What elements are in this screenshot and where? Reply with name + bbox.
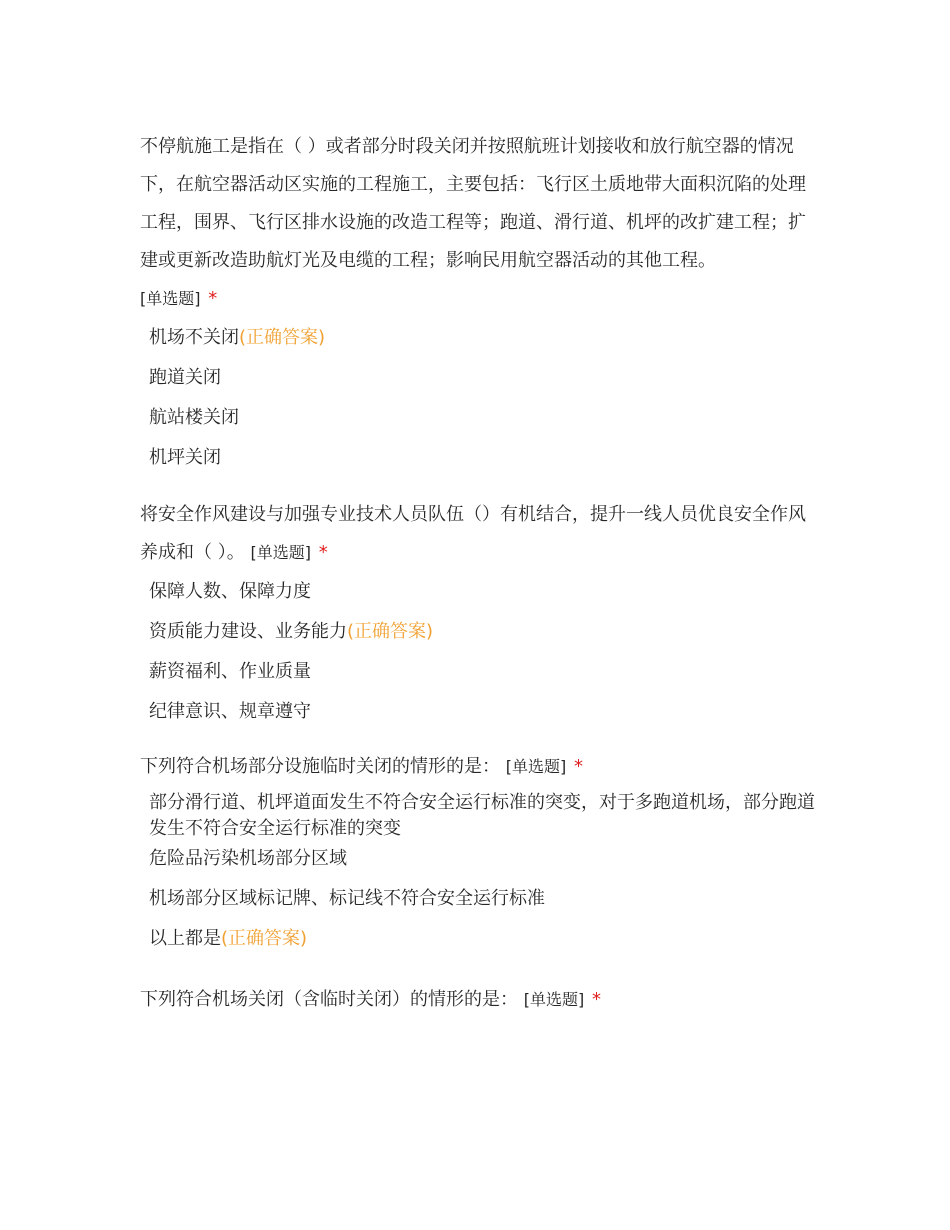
question-type-label: [单选题] <box>140 289 201 308</box>
option-item[interactable]: 保障人数、保障力度 <box>149 581 311 602</box>
option-item[interactable]: 资质能力建设、业务能力(正确答案) <box>149 621 434 642</box>
question-1-stem: 不停航施工是指在（ ）或者部分时段关闭并按照航班计划接收和放行航空器的情况下，在航空器活动区实施的工程施工，主要包括：飞行区土质地带大面积沉陷的处理工程，围界、飞行区排水设施的改造工程等；跑道、滑行道、机坪的改扩建工程；扩建或更新改造助航灯光及电缆的工程；影响民用航空器活动的其他工程。 <box>140 136 806 271</box>
required-mark: * <box>573 756 583 777</box>
required-mark: * <box>591 989 601 1010</box>
required-mark: * <box>208 288 218 309</box>
option-item[interactable]: 跑道关闭 <box>149 367 221 388</box>
question-text <box>140 748 820 786</box>
option-list <box>149 580 820 724</box>
question-3 <box>140 748 820 951</box>
option-item[interactable]: 部分滑行道、机坪道面发生不符合安全运行标准的突变，对于多跑道机场，部分跑道发生不符合安全运行标准的突变 <box>149 792 815 839</box>
option-item[interactable]: 航站楼关闭 <box>149 407 239 428</box>
required-mark: * <box>318 542 328 563</box>
question-type-label: [单选题] <box>250 543 311 562</box>
option-item[interactable]: 机场不关闭(正确答案) <box>149 327 326 348</box>
option-item[interactable]: 机场部分区域标记牌、标记线不符合安全运行标准 <box>149 888 545 909</box>
question-2-stem: 将安全作风建设与加强专业技术人员队伍（）有机结合，提升一线人员优良安全作风养成和（ ）。 <box>140 504 806 563</box>
question-1 <box>140 128 820 470</box>
question-3-stem: 下列符合机场部分设施临时关闭的情形的是： <box>140 756 500 777</box>
question-type-label: [单选题] <box>505 757 567 776</box>
correct-answer-label: (正确答案) <box>347 621 434 642</box>
question-text <box>140 128 820 318</box>
option-item[interactable]: 以上都是(正确答案) <box>149 928 308 949</box>
survey-page <box>140 128 820 1045</box>
correct-answer-label: (正确答案) <box>221 928 308 949</box>
option-item[interactable]: 机坪关闭 <box>149 447 221 468</box>
question-text <box>140 981 820 1019</box>
question-4 <box>140 981 820 1019</box>
option-list <box>149 790 820 951</box>
option-item[interactable]: 纪律意识、规章遵守 <box>149 701 311 722</box>
option-list <box>149 326 820 470</box>
question-type-label: [单选题] <box>523 990 585 1009</box>
question-4-stem: 下列符合机场关闭（含临时关闭）的情形的是： <box>140 989 518 1010</box>
option-item[interactable]: 危险品污染机场部分区域 <box>149 848 347 869</box>
question-text <box>140 496 820 572</box>
correct-answer-label: (正确答案) <box>239 327 326 348</box>
option-item[interactable]: 薪资福利、作业质量 <box>149 661 311 682</box>
question-2 <box>140 496 820 724</box>
